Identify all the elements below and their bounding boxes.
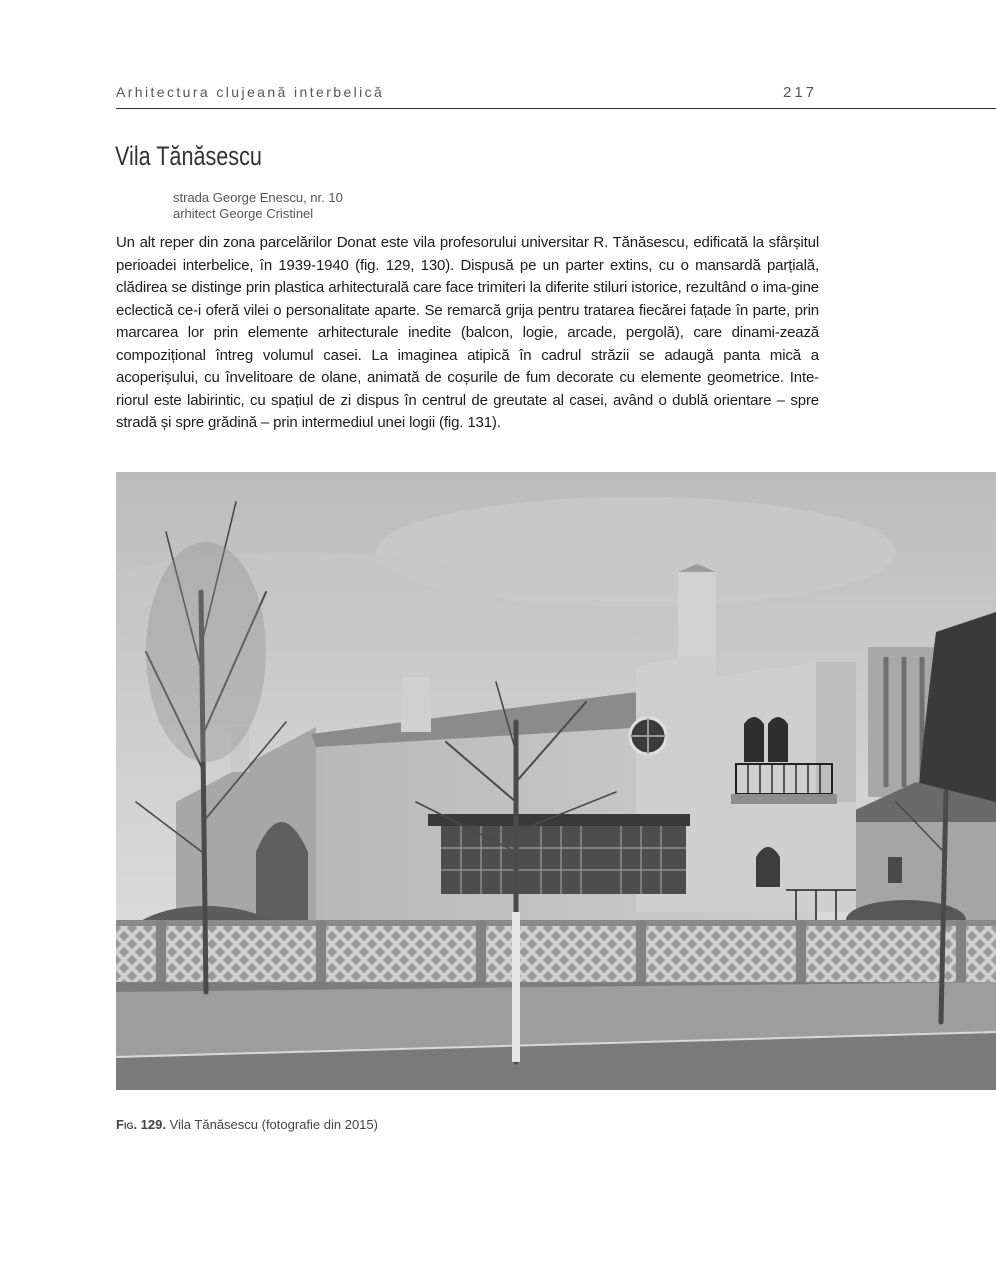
page-title: Vila Tănăsescu (115, 141, 262, 171)
figure-caption (116, 1117, 378, 1132)
article-meta (173, 190, 343, 222)
body-paragraph: Un alt reper din zona parcelărilor Donat este vila profesorului universitar R. Tănăsescu, edificată la sfârșitul perioadei interbelice, în 1939-1940 (fig. 129, 130). Dispusă pe un parter extins, cu o mansardă parțială, clădirea se distinge prin plastica arhitecturală care face trimiteri la diferite stiluri istorice, rezultând o ima-gine eclectică ce-i oferă vilei o personalitate aparte. Se remarcă grija pentru tratarea fiecărei fațade în parte, prin marcarea lor prin elemente arhitecturale inedite (balcon, logie, arcade, pergolă), care dinami-zează compozițional întreg volumul casei. La imaginea atipică în cadrul străzii se adaugă panta mică a acoperișului, cu învelitoare de olane, animată de coșurile de fum decorate cu elemente geometrice. Inte-riorul este labirintic, cu spațiul de zi dispus în centrul de greutate al casei, având o dublă orientare – spre stradă și spre grădină – prin intermediul unei logii (fig. 131). (116, 234, 819, 431)
architect-line: arhitect George Cristinel (173, 206, 314, 221)
villa-photo (116, 472, 996, 1090)
running-head: Arhitectura clujeană interbelică (116, 84, 385, 100)
header-rule (116, 108, 996, 109)
figure-label: Fig. 129. (116, 1117, 166, 1132)
page-number: 217 (783, 84, 818, 101)
figure-caption-text: Vila Tănăsescu (fotografie din 2015) (169, 1117, 378, 1132)
address-line: strada George Enescu, nr. 10 (173, 190, 343, 205)
